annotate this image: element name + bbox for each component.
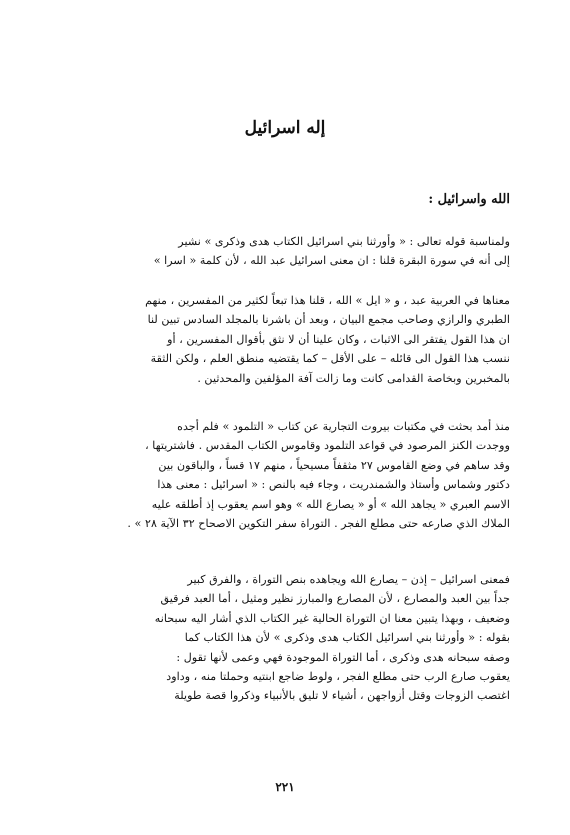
text-line: اغتصب الزوجات وقتل أزواجهن ، أشياء لا تليق بالأنبياء وذكروا قصة طويلة [174, 689, 510, 703]
text-line: ووجدت الكنز المرصود في قواعد التلمود وقاموس الكتاب المقدس . فاشتريتها ، [145, 439, 510, 453]
text-line: الطبري والرازي وصاحب مجمع البيان ، وبعد أن باشرنا بالمجلد السادس تبين لنا [147, 313, 510, 327]
text-line: بالمخبرين وبخاصة القدامى كانت وما زالت آفة المؤلفين والمحدثين . [197, 371, 510, 385]
text-line: إلى أنه في سورة البقرة قلنا : ان معنى اسرائيل عبد الله ، لأن كلمة « اسرا » [153, 254, 510, 268]
text-line: وضعيف ، وبهذا يتبين معنا ان التوراة الحالية غير الكتاب الذي أشار اليه سبحانه [154, 611, 510, 625]
text-line: فمعنى اسرائيل – إذن – يصارع الله ويجاهده بنص التوراة ، والفرق كبير [187, 573, 510, 586]
chapter-title: إله اسرائيل [244, 118, 326, 138]
text-line: ننسب هذا القول الى قائله – على الأقل – كما يقتضيه منطق العلم ، ولكن الثقة [150, 352, 510, 366]
section-heading: الله واسرائيل : [428, 192, 510, 207]
text-line: الملاك الذي صارعه حتى مطلع الفجر . التوراة سفر التكوين الاصحاح ٣٢ الآية ٢٨ » . [127, 517, 510, 531]
text-line: دكتور وشماس وأستاذ والشمندريت ، وجاء فيه بالنص : « اسرائيل : معنى هذا [157, 478, 510, 492]
text-line: وصفه سبحانه هدى وذكرى ، أما التوراة الموجودة فهي وعمى لأنها تقول : [176, 650, 510, 664]
text-line: منذ أمد بحثت في مكتبات بيروت التجارية عن كتاب « التلمود » فلم أجده [177, 420, 510, 433]
paragraph-3 [50, 417, 510, 533]
text-line: الاسم العبري « يجاهد الله » أو « يصارع الله » وهو اسم يعقوب إذ أطلقه عليه [151, 497, 510, 511]
text-line: يعقوب صارع الرب حتى مطلع الفجر ، ولوط ضاجع ابنتيه وحملتا منه ، وداود [166, 670, 510, 684]
text-line: وقد ساهم في وضع القاموس ٢٧ مثقفاً مسيحياً ، منهم ١٧ قساً ، والباقون بين [158, 458, 510, 472]
paragraph-1 [50, 232, 510, 271]
text-line: جداً بين العبد والمصارع ، لأن المصارع والمبارز نظير ومثيل ، أما العبد فرقيق [160, 592, 510, 606]
page-number: ٢٢١ [275, 780, 295, 794]
text-line: ان هذا القول يفتقر الى الاثبات ، وكان علينا أن لا نثق بأقوال المفسرين ، أو [167, 332, 510, 346]
text-line: معناها في العربية عبد ، و « ايل » الله ، قلنا هذا تبعاً لكثير من المفسرين ، منهم [145, 294, 510, 307]
paragraph-2 [50, 291, 510, 388]
text-line: ولمناسبة قوله تعالى : « وأورثنا بني اسرائيل الكتاب هدى وذكرى » نشير [178, 235, 510, 248]
text-line: بقوله : « وأورثنا بني اسرائيل الكتاب هدى وذكرى » لأن هذا الكتاب كما [184, 631, 510, 645]
paragraph-4 [50, 570, 510, 706]
